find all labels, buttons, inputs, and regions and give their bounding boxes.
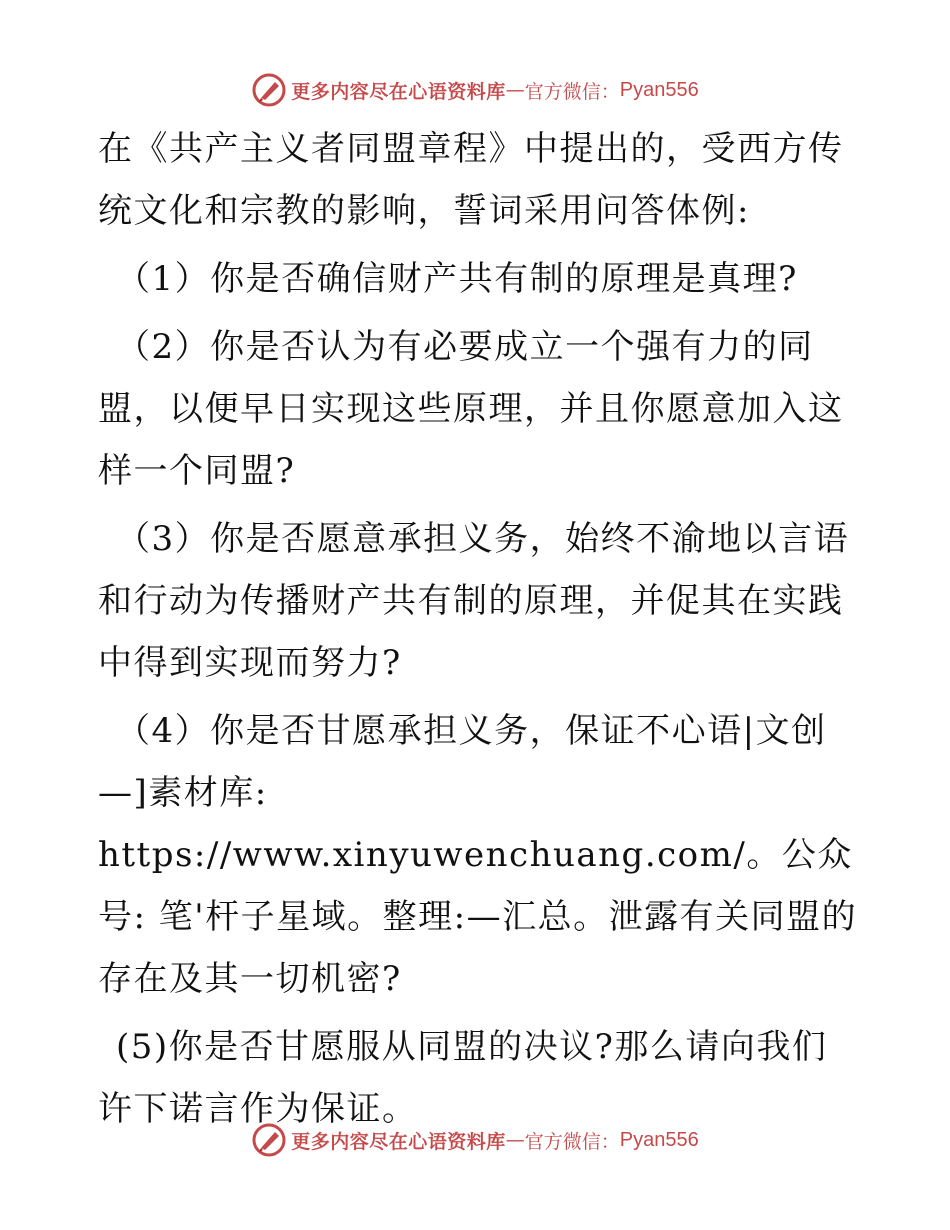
paragraph-intro: 在《共产主义者同盟章程》中提出的，受西方传统文化和宗教的影响，誓词采用问答体例: bbox=[98, 129, 844, 231]
pen-logo-icon bbox=[251, 72, 287, 108]
wechat-label: 官方微信： bbox=[524, 1130, 620, 1153]
footer-banner bbox=[0, 1120, 950, 1160]
wechat-account: Pyan556 bbox=[619, 1128, 699, 1151]
paragraph-question-3: （3）你是否愿意承担义务，始终不渝地以言语和行动为传播财产共有制的原理，并促其在实践中得到实现而努力? bbox=[98, 519, 850, 683]
banner-dash: — bbox=[505, 1129, 525, 1151]
paragraph-question-5: (5)你是否甘愿服从同盟的决议?那么请向我们许下诺言作为保证。 bbox=[98, 1027, 828, 1129]
paragraph-question-4: （4）你是否甘愿承担义务，保证不心语|文创—]素材库: https://www.xinyuwenchuang.com/。公众号: 笔'杆子星域。整理:—汇总。泄露有关同盟的存在及其一切机密? bbox=[98, 711, 858, 999]
site-name: 更多内容尽在心语资料库 bbox=[291, 80, 506, 103]
paragraph-question-1: （1）你是否确信财产共有制的原理是真理? bbox=[116, 259, 798, 299]
banner-dash: — bbox=[505, 79, 525, 101]
wechat-label: 官方微信： bbox=[524, 80, 620, 103]
document-body bbox=[98, 118, 858, 1146]
pen-logo-icon bbox=[251, 1122, 287, 1158]
site-name: 更多内容尽在心语资料库 bbox=[291, 1130, 506, 1153]
header-banner bbox=[0, 70, 950, 110]
paragraph-question-2: （2）你是否认为有必要成立一个强有力的同盟，以便早日实现这些原理，并且你愿意加入这样一个同盟? bbox=[98, 327, 844, 491]
wechat-account: Pyan556 bbox=[619, 78, 699, 101]
